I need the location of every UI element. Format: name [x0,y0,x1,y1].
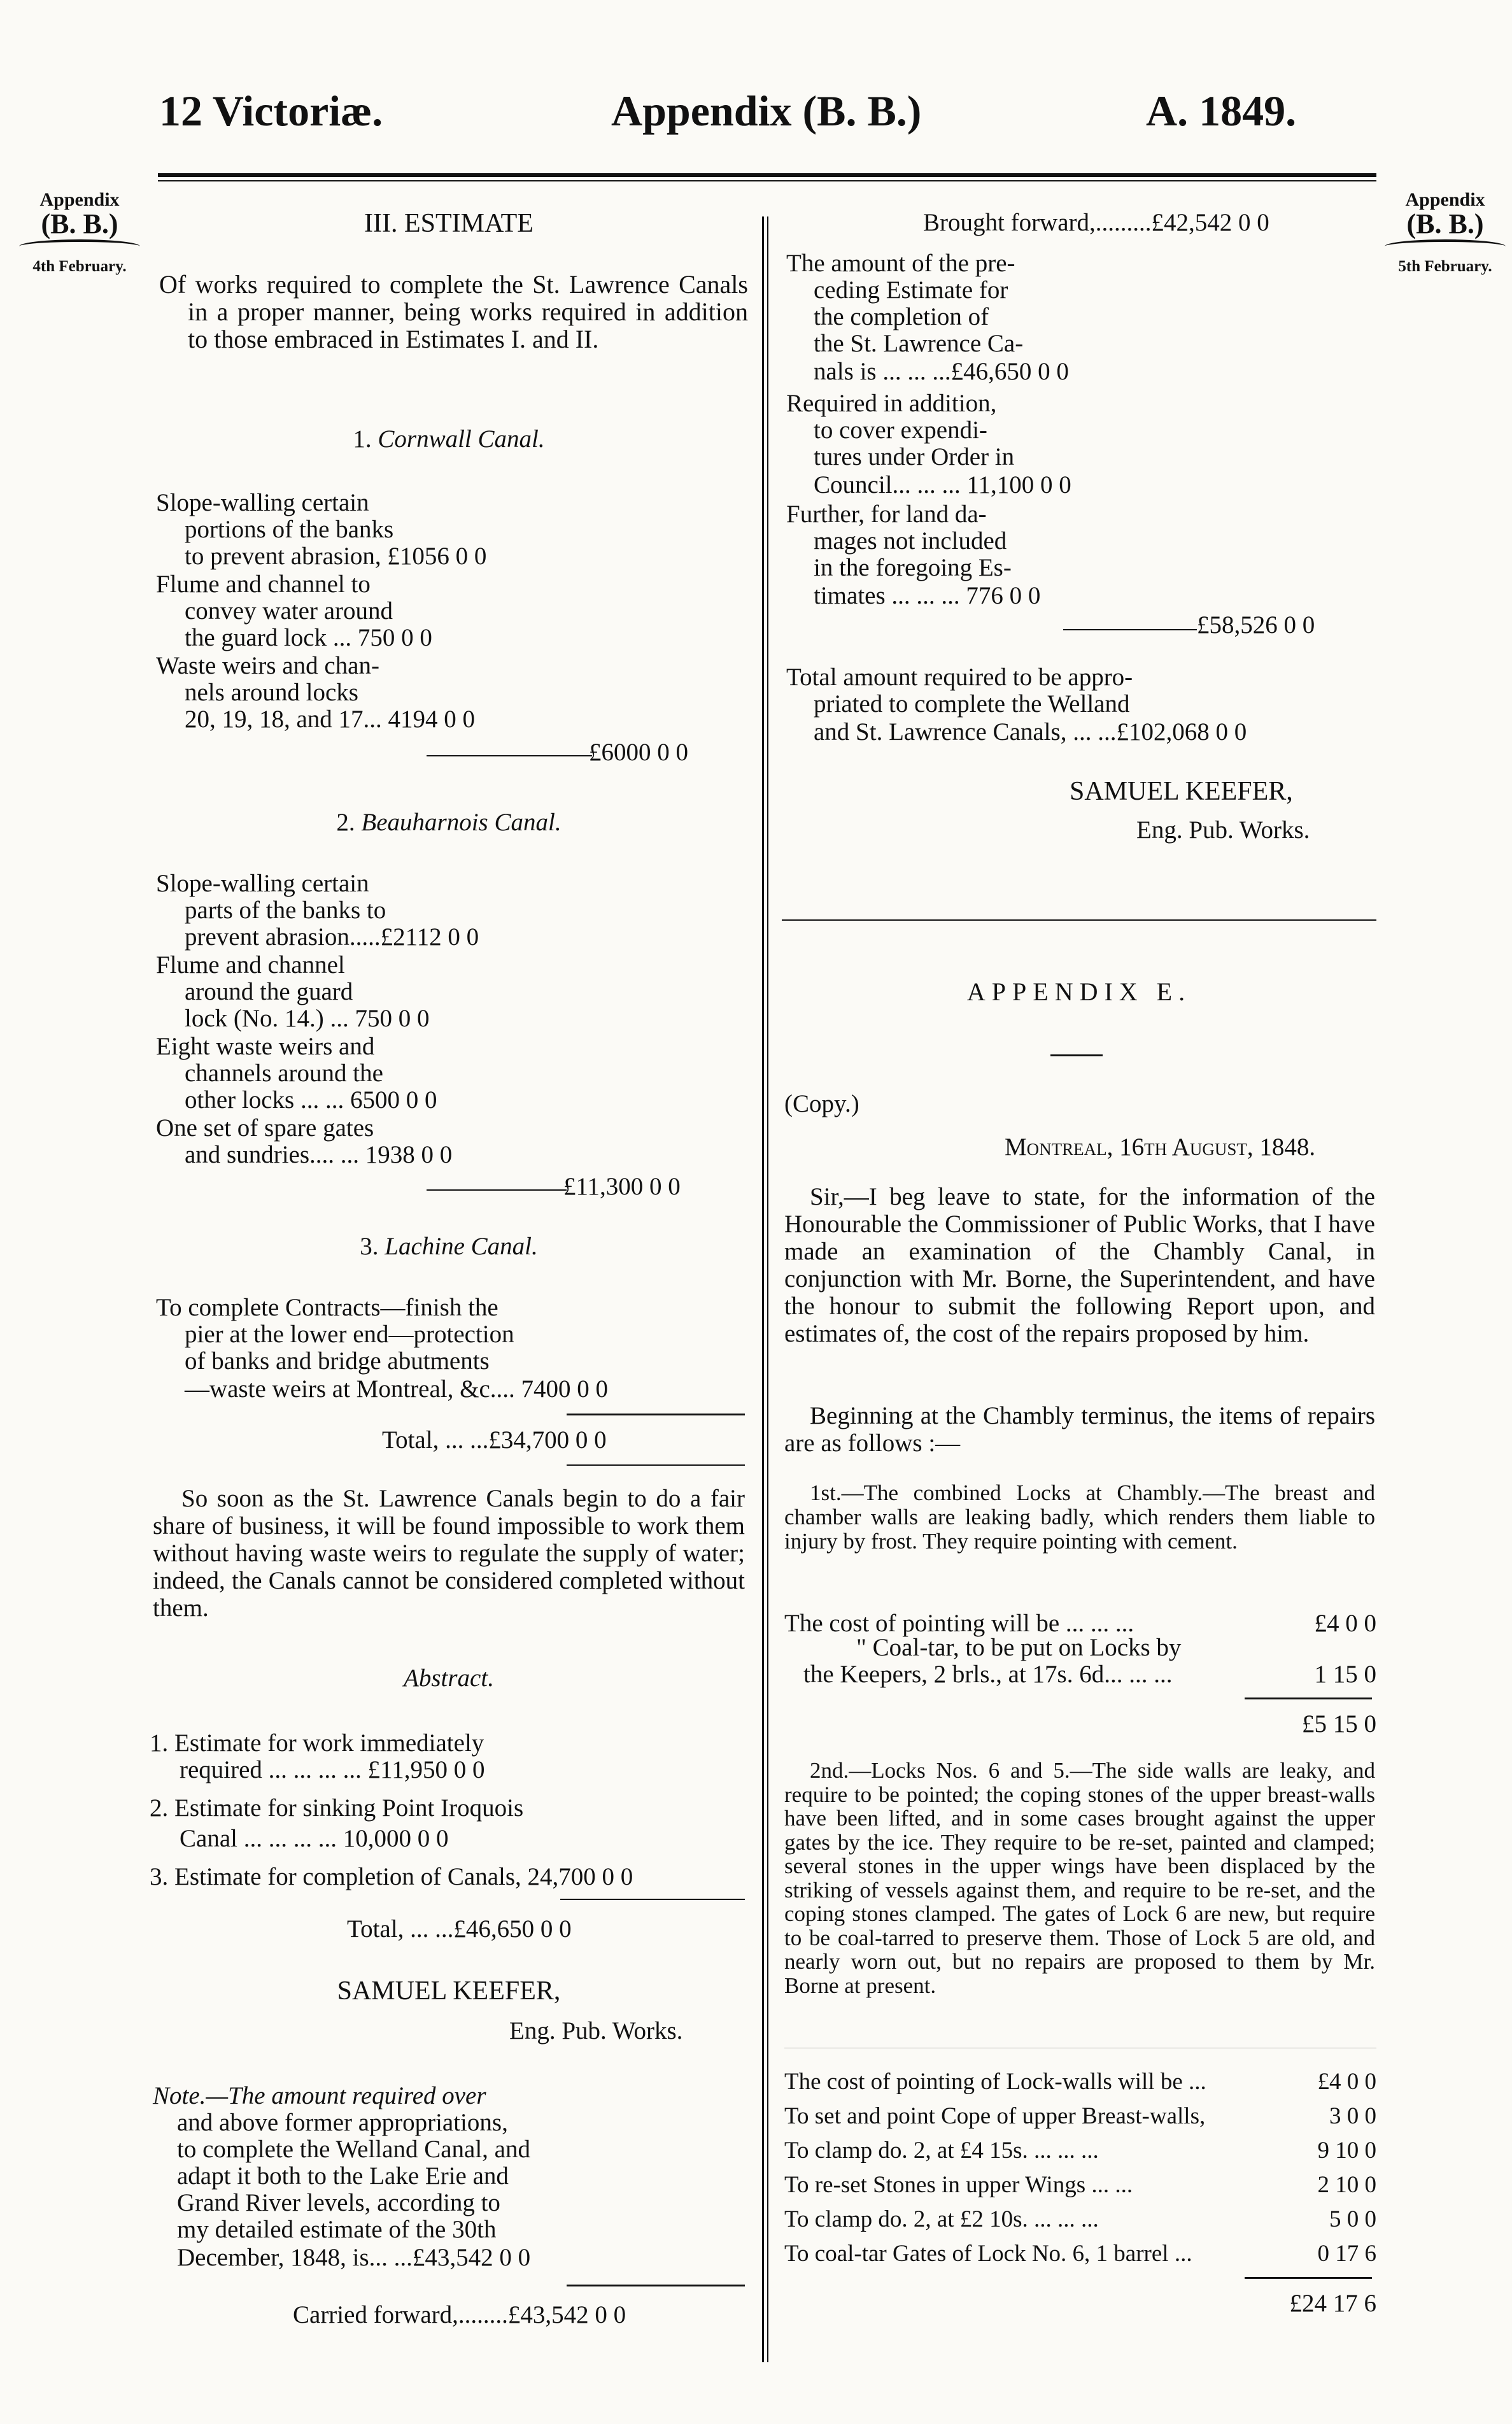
block3-l4: timates ... ... ... 776 0 0 [814,582,1041,609]
subtotal-rule [1063,629,1197,630]
margin-left-line2: (B. B.) [41,208,118,239]
beau-item-2-l2: around the guard [185,978,353,1005]
column-divider-thin [767,216,768,2362]
cornwall-item-3-l3: 20, 19, 18, and 17... 4194 0 0 [185,705,476,733]
header-center: Appendix (B. B.) [611,87,922,135]
second-cost-row-5 [784,2206,1376,2233]
cornwall-item-2-l2: convey water around [185,597,393,625]
cornwall-item-1-l2: portions of the banks [185,516,394,543]
abstract-2-l2: Canal ... ... ... ... 10,000 0 0 [180,1825,449,1852]
right-signature: SAMUEL KEEFER, [1070,777,1293,806]
left-signature-title: Eng. Pub. Works. [509,2017,683,2045]
block3-l1: Further, for land da- [786,500,987,528]
cornwall-heading-text: Cornwall Canal. [378,425,545,453]
lachine-l2: pier at the lower end—protection [185,1321,514,1348]
second-cost-1-value: £4 0 0 [1317,2069,1376,2095]
first-cost-3-value: 1 15 0 [1314,1661,1376,1688]
second-total-rule [1245,2277,1372,2279]
waste-weirs-paragraph: So soon as the St. Lawrence Canals begin to do a fair share of business, it will be found impossible to work them without having waste weirs to regulate the supply of water; indeed, the Canals cannot be considered completed without them. [153,1485,745,1622]
second-cost-4-label: To re-set Stones in upper Wings ... ... [784,2172,1133,2198]
right-subtotal: £58,526 0 0 [1197,611,1315,639]
lachine-l1: To complete Contracts—finish the [156,1294,498,1321]
margin-right-brace [1385,239,1506,253]
total-block-l1: Total amount required to be appro- [786,663,1133,691]
letter-beginning: Beginning at the Chambly terminus, the items of repairs are as follows :— [784,1402,1375,1457]
second-cost-6-value: 0 17 6 [1317,2241,1376,2267]
header-right: A. 1849. [1146,87,1297,135]
total-block-l3: and St. Lawrence Canals, ... ...£102,068 0 0 [814,718,1247,746]
second-cost-row-2 [784,2102,1376,2130]
lachine-l4: —waste weirs at Montreal, &c.... 7400 0 0 [185,1375,609,1403]
cornwall-item-2-l3: the guard lock ... 750 0 0 [185,624,432,651]
second-cost-3-label: To clamp do. 2, at £4 15s. ... ... ... [784,2137,1099,2164]
lachine-rule [567,1414,745,1415]
note-rule [567,2285,745,2286]
abstract-2-l1: 2. Estimate for sinking Point Iroquois [150,1794,524,1822]
note-l2: and above former appropriations, [177,2109,508,2136]
block1-l3: the completion of [814,303,989,330]
block1-l2: ceding Estimate for [814,276,1008,304]
second-cost-row-6 [784,2240,1376,2267]
cornwall-item-3-l2: nels around locks [185,679,358,706]
left-total-line: Total, ... ...£34,700 0 0 [382,1426,607,1454]
first-cost-row-1 [784,1610,1376,1637]
abstract-total: Total, ... ...£46,650 0 0 [347,1915,572,1943]
beau-item-2-l3: lock (No. 14.) ... 750 0 0 [185,1005,430,1032]
margin-left-brace [19,239,140,253]
block1-l1: The amount of the pre- [786,250,1015,277]
first-cost-row-2: " Coal-tar, to be put on Locks by [856,1634,1182,1661]
total-block-l2: priated to complete the Welland [814,690,1130,718]
second-cost-row-3 [784,2137,1376,2164]
section-rule [782,919,1376,921]
cornwall-rule [427,755,592,756]
beau-item-3-l2: channels around the [185,1060,383,1087]
beauharnois-heading-text: Beauharnois Canal. [361,809,562,836]
beau-item-1-l1: Slope-walling certain [156,870,369,897]
beauharnois-total: £11,300 0 0 [563,1173,681,1200]
note-l3: to complete the Welland Canal, and [177,2136,530,2163]
cornwall-item-1-l1: Slope-walling certain [156,489,369,516]
margin-left-line1: Appendix [39,189,120,210]
carried-forward: Carried forward,........£43,542 0 0 [293,2301,626,2328]
abstract-heading: Abstract. [404,1664,494,1692]
second-cost-2-value: 3 0 0 [1329,2103,1376,2129]
first-total: £5 15 0 [1302,1710,1376,1738]
note-l5: Grand River levels, according to [177,2189,500,2216]
second-cost-6-label: To coal-tar Gates of Lock No. 6, 1 barrel ... [784,2241,1192,2267]
lachine-l3: of banks and bridge abutments [185,1347,490,1375]
first-cost-3-label: the Keepers, 2 brls., at 17s. 6d... ... ... [803,1661,1173,1688]
cornwall-total: £6000 0 0 [589,739,688,766]
second-cost-4-value: 2 10 0 [1317,2172,1376,2198]
note-l7: December, 1848, is... ...£43,542 0 0 [177,2244,531,2271]
lachine-heading-text: Lachine Canal. [385,1233,538,1260]
first-total-rule [1245,1698,1372,1699]
first-cost-1-value: £4 0 0 [1314,1610,1376,1637]
header-rule [158,173,1376,177]
second-cost-row-1 [784,2068,1376,2095]
beau-item-3-l1: Eight waste weirs and [156,1033,375,1060]
note-l4: adapt it both to the Lake Erie and [177,2162,509,2190]
beauharnois-heading-num: 2. [336,809,355,836]
beau-item-1-l3: prevent abrasion.....£2112 0 0 [185,923,479,951]
abstract-rule [560,1899,745,1900]
header-rule-thin [158,180,1376,181]
cornwall-heading [153,425,745,453]
note-l1: Note.—The amount required over [153,2082,486,2109]
first-item: 1st.—The combined Locks at Chambly.—The breast and chamber walls are leaking badly, which renders them liable to injury by frost. They require pointing with cement. [784,1480,1375,1554]
margin-right-date: 5th February. [1398,258,1492,275]
lachine-heading-num: 3. [360,1233,379,1260]
dateline: Montreal, 16th August, 1848. [1005,1133,1316,1161]
column-divider [762,216,764,2362]
estimate-intro: Of works required to complete the St. Lawrence Canals in a proper manner, being works required in addition to those embraced in Estimates I. and II. [159,270,748,353]
block2-l2: to cover expendi- [814,416,987,444]
block3-l3: in the foregoing Es- [814,554,1012,581]
block2-l1: Required in addition, [786,390,997,417]
margin-right-line1: Appendix [1405,189,1485,210]
margin-left-date: 4th February. [32,258,127,275]
abstract-1-l1: 1. Estimate for work immediately [150,1729,484,1757]
beau-item-4-l2: and sundries.... ... 1938 0 0 [185,1141,453,1168]
abstract-3: 3. Estimate for completion of Canals, 24,700 0 0 [150,1863,633,1890]
lachine-heading [153,1233,745,1260]
cornwall-heading-num: 1. [353,425,372,453]
beauharnois-rule [427,1189,567,1191]
block1-l4: the St. Lawrence Ca- [814,330,1024,357]
beau-item-1-l2: parts of the banks to [185,897,386,924]
block1-l5: nals is ... ... ...£46,650 0 0 [814,358,1069,385]
margin-right-line2: (B. B.) [1406,208,1484,239]
header-left: 12 Victoriæ. [159,87,383,135]
second-cost-2-label: To set and point Cope of upper Breast-walls, [784,2103,1206,2129]
cornwall-item-1-l3: to prevent abrasion, £1056 0 0 [185,542,487,570]
second-cost-5-label: To clamp do. 2, at £2 10s. ... ... ... [784,2206,1099,2232]
cornwall-item-3-l1: Waste weirs and chan- [156,652,379,679]
appendix-e-title: APPENDIX E. [966,977,1192,1006]
block2-l4: Council... ... ... 11,100 0 0 [814,471,1071,499]
brought-forward: Brought forward,.........£42,542 0 0 [923,209,1269,236]
block2-l3: tures under Order in [814,443,1015,471]
beau-item-4-l1: One set of spare gates [156,1114,374,1142]
second-cost-5-value: 5 0 0 [1329,2206,1376,2232]
second-cost-row-4 [784,2171,1376,2199]
first-cost-1-label: The cost of pointing will be ... ... ... [784,1610,1134,1637]
beauharnois-heading [153,809,745,836]
second-cost-3-value: 9 10 0 [1317,2137,1376,2164]
left-signature: SAMUEL KEEFER, [337,1976,561,2006]
first-cost-row-3 [803,1661,1376,1688]
left-total-rule [567,1464,745,1466]
second-total: £24 17 6 [1289,2290,1376,2317]
margin-note-right [1378,190,1512,276]
second-item: 2nd.—Locks Nos. 6 and 5.—The side walls are leaky, and require to be pointed; the coping stones of the upper breast-walls have been lifted, and in some cases brought against the upper gates by the ice. They require to be re-set, painted and clamped; several stones in the upper wings have been displaced by the striking of vessels against them, and require to be re-set, and the coping stones clamped. The gates of Lock 6 are new, but require to be coal-tarred to preserve them. Those of Lock 5 are old, and nearly worn out, but no repairs are proposed to them by Mr. Borne at present. [784,1758,1375,1998]
right-signature-title: Eng. Pub. Works. [1136,816,1310,844]
letter-opening: Sir,—I beg leave to state, for the information of the Honourable the Commissioner of Public Works, that I have made an examination of the Chambly Canal, in conjunction with Mr. Borne, the Superintendent, and have the honour to submit the following Report upon, and estimates of, the cost of the repairs proposed by him. [784,1183,1375,1347]
estimate-title: III. ESTIMATE [364,209,533,238]
block3-l2: mages not included [814,527,1007,555]
note-l6: my detailed estimate of the 30th [177,2216,497,2243]
copy-label: (Copy.) [784,1090,859,1117]
appendix-e-rule [1050,1054,1103,1056]
abstract-1-l2: required ... ... ... ... £11,950 0 0 [180,1756,485,1783]
beau-item-3-l3: other locks ... ... 6500 0 0 [185,1086,437,1114]
beau-item-2-l1: Flume and channel [156,951,345,979]
cornwall-item-2-l1: Flume and channel to [156,571,371,598]
margin-note-left [13,190,146,276]
second-cost-1-label: The cost of pointing of Lock-walls will be ... [784,2069,1206,2095]
